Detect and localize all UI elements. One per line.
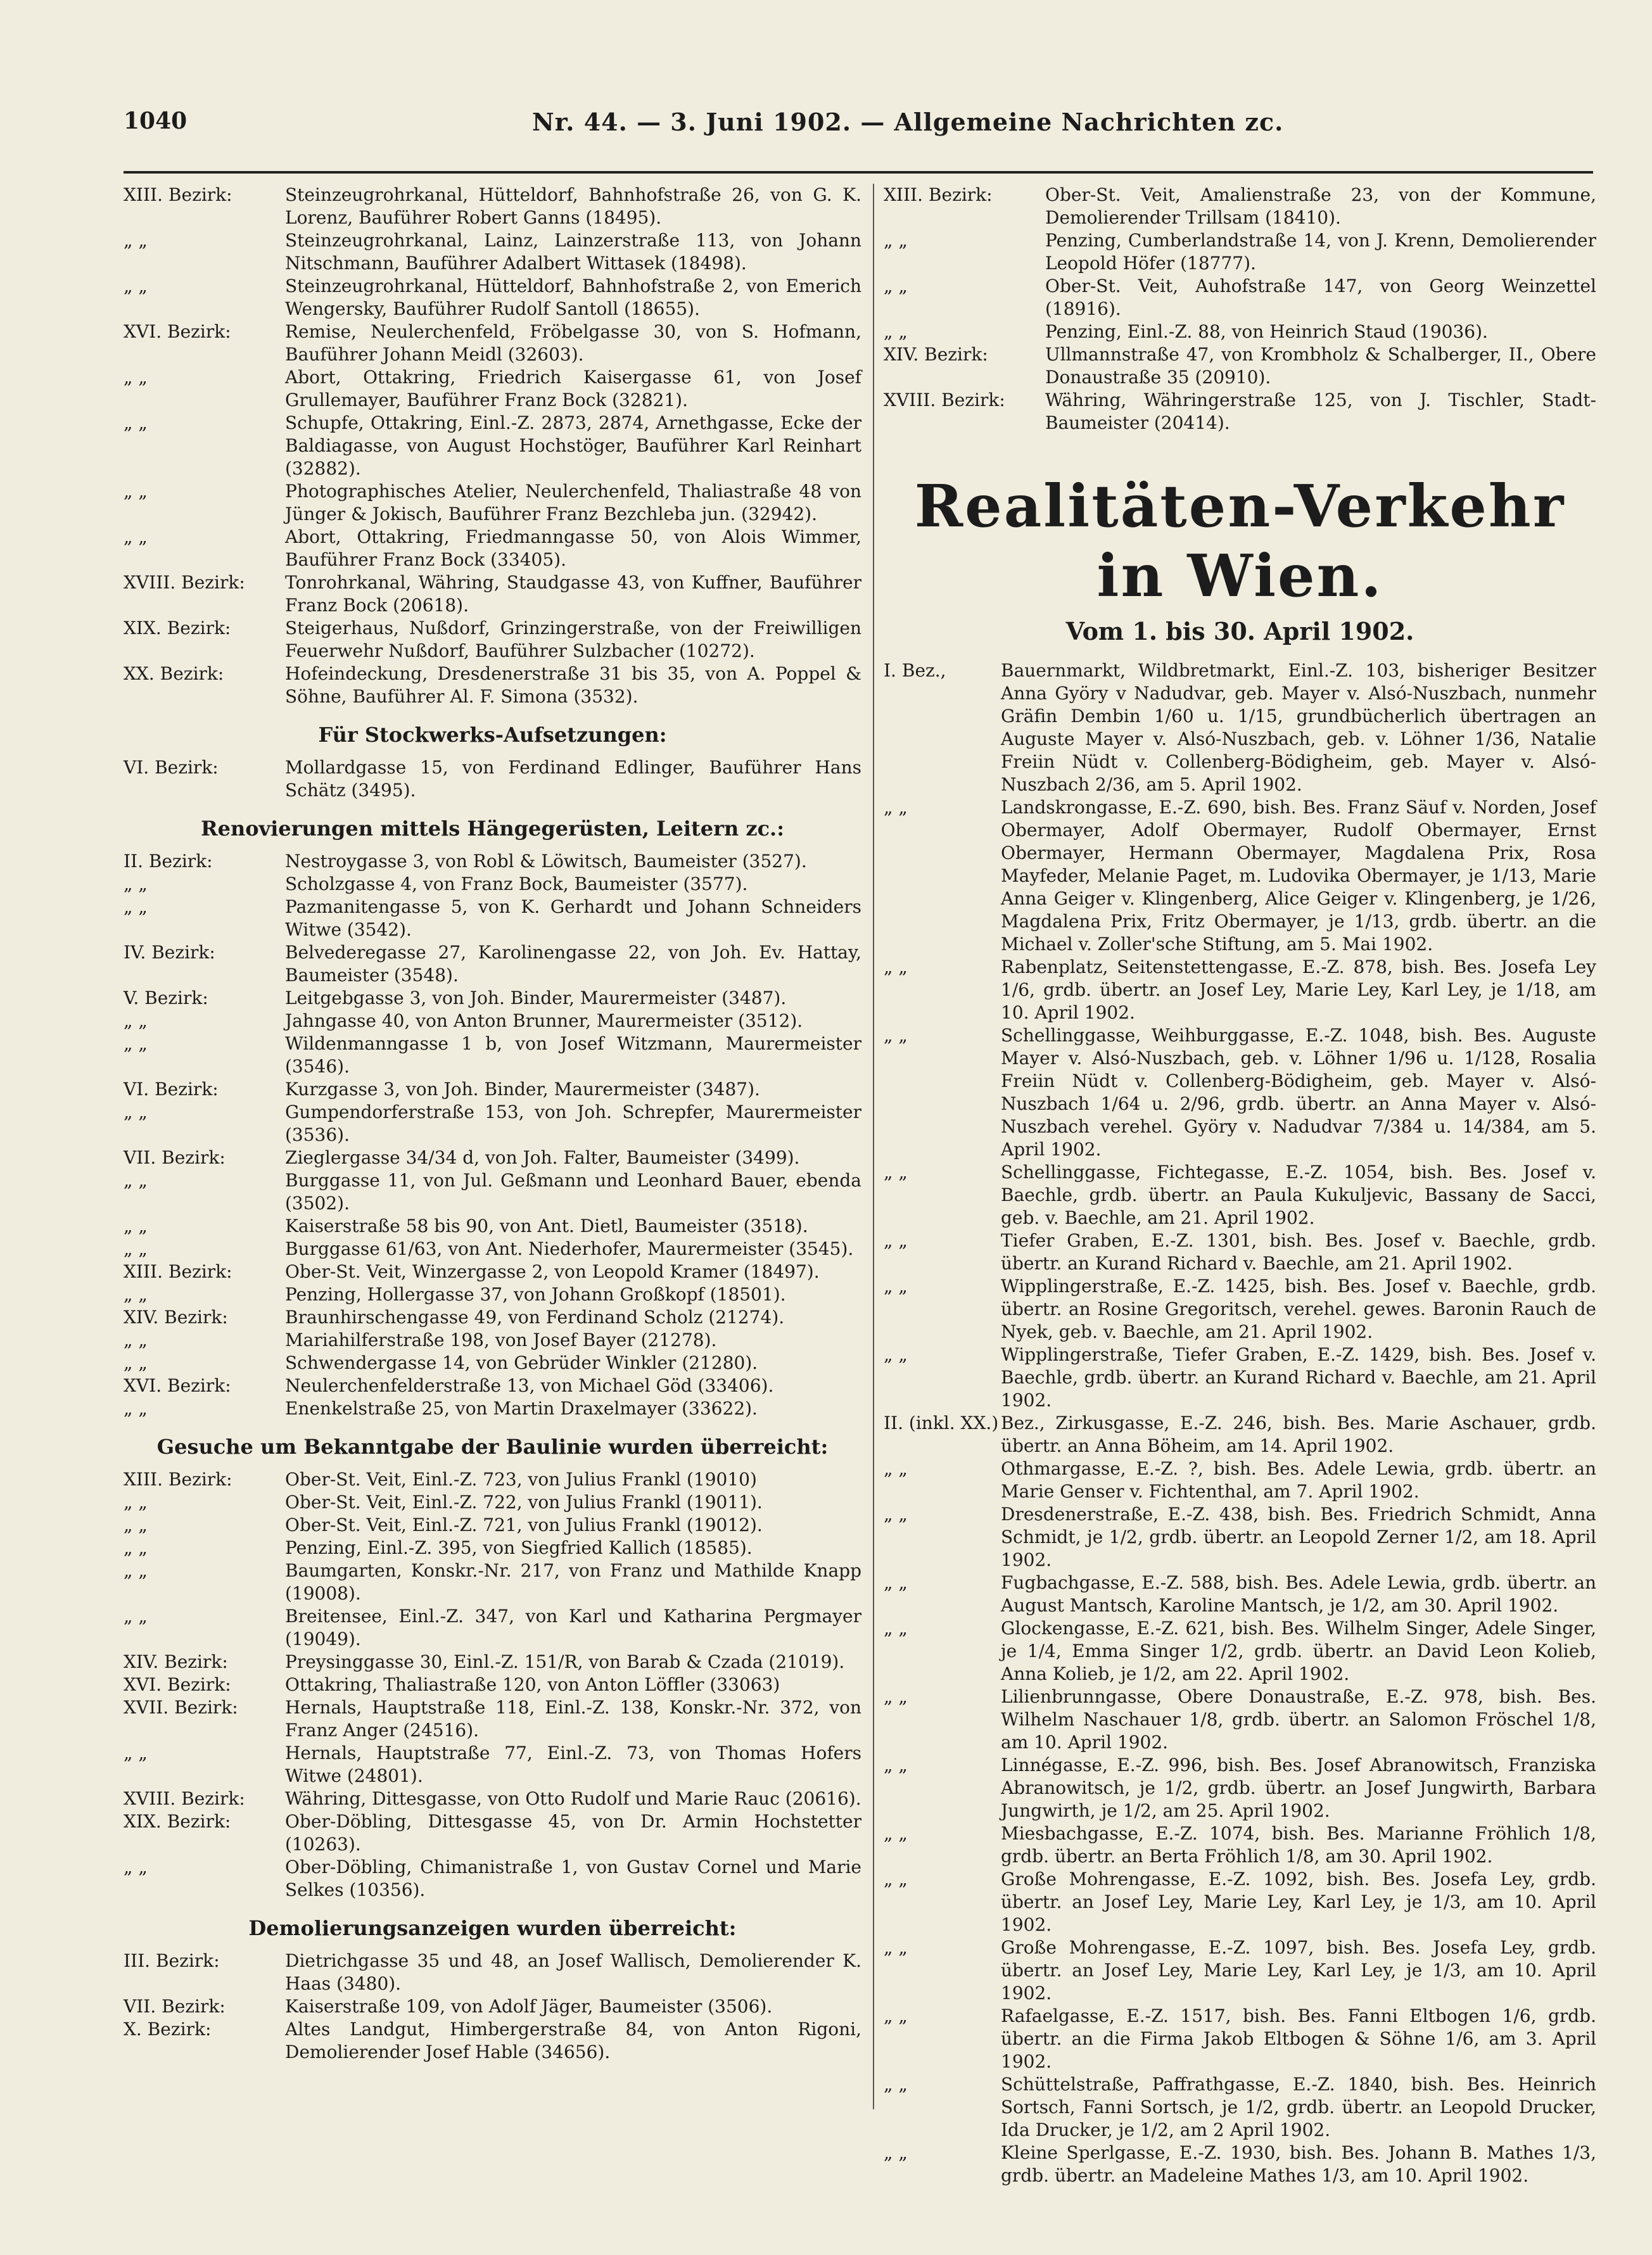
entry-district-label: X. Bezirk: (124, 2019, 212, 2040)
list-item (884, 956, 1596, 1024)
entry-district-label: VII. Bezirk: (124, 1147, 226, 1168)
renovierungen-list (124, 850, 861, 1420)
list-item (124, 1375, 861, 1397)
entry-district-label: „ „ (124, 1606, 148, 1627)
section-heading-renovierungen: Renovierungen mittels Hängegerüsten, Leitern zc.: (200, 816, 784, 841)
entry-district-label: „ „ (884, 1755, 908, 1775)
realty-list (884, 659, 1596, 2187)
entry-district-label: XIV. Bezirk: (124, 1651, 228, 1672)
list-item (124, 1352, 861, 1375)
list-item (884, 1822, 1596, 1868)
entry-text: Schwendergasse 14, von Gebrüder Winkler (21280). (285, 1352, 758, 1373)
entry-text: Ober-St. Veit, Auhofstraße 147, von Georg Weinzettel (18916). (1045, 276, 1596, 319)
entry-text: Enenkelstraße 25, von Martin Draxelmayer (33622). (285, 1398, 758, 1419)
entry-text: Steigerhaus, Nußdorf, Grinzingerstraße, von der Freiwilligen Feuerwehr Nußdorf, Bauführer Sulzbacher (10272). (285, 618, 861, 661)
list-item (124, 1674, 861, 1696)
entry-district-label: „ „ (884, 1230, 908, 1251)
list-item (124, 1950, 861, 1995)
list-item (884, 2005, 1596, 2073)
entry-district-label: „ „ (124, 1352, 148, 1373)
entry-text: Dietrichgasse 35 und 48, an Josef Wallisch, Demolierender K. Haas (3480). (285, 1950, 861, 1994)
list-item (124, 480, 861, 526)
entry-text: Währing, Währingerstraße 125, von J. Tischler, Stadt-Baumeister (20414). (1045, 390, 1596, 433)
entry-text: Glockengasse, E.-Z. 621, bish. Bes. Wilhelm Singer, Adele Singer, je 1/4, Emma Singer 1/2, grdb. übertr. an David Leon Kolieb, Anna Kolieb, je 1/2, am 22. April 1902. (1001, 1618, 1596, 1684)
list-item (124, 896, 861, 941)
entry-text: Scholzgasse 4, von Franz Bock, Baumeister (3577). (285, 873, 748, 894)
entry-district-label: „ „ (884, 1276, 908, 1297)
left-column (124, 184, 861, 2064)
header-rule (124, 171, 1593, 174)
entry-text: Mariahilferstraße 198, von Josef Bayer (21278). (285, 1330, 717, 1350)
entry-text: Ober-St. Veit, Einl.-Z. 721, von Julius Frankl (19012). (285, 1515, 763, 1535)
list-item (884, 1936, 1596, 2005)
entry-text: Jahngasse 40, von Anton Brunner, Maurermeister (3512). (285, 1010, 803, 1031)
entry-text: Remise, Neulerchenfeld, Fröbelgasse 30, von S. Hofmann, Bauführer Johann Meidl (32603). (285, 321, 861, 365)
page-number: 1040 (124, 108, 187, 134)
list-item (884, 389, 1596, 435)
realty-subtitle: Vom 1. bis 30. April 1902. (1065, 617, 1414, 645)
entry-text: Wildenmanngasse 1 b, von Josef Witzmann, Maurermeister (3546). (285, 1033, 861, 1077)
running-title: Nr. 44. — 3. Juni 1902. — Allgemeine Nachrichten zc. (532, 108, 1284, 136)
entry-district-label: II. (inkl. XX.) (884, 1413, 999, 1433)
entry-text: Wipplingerstraße, E.-Z. 1425, bish. Bes. Josef v. Baechle, grdb. übertr. an Rosine Gregoritsch, verehel. gewes. Baronin Rauch de Nyek, geb. v. Baechle, am 21. April 1902. (1001, 1276, 1596, 1342)
list-item (884, 1024, 1596, 1161)
column-divider (873, 184, 874, 2109)
list-item (124, 1283, 861, 1306)
entry-district-label: „ „ (124, 1010, 148, 1031)
entry-text: Breitensee, Einl.-Z. 347, von Karl und Katharina Pergmayer (19049). (285, 1606, 861, 1649)
entry-district-label: „ „ (124, 1216, 148, 1236)
entry-text: Ober-St. Veit, Einl.-Z. 723, von Julius Frankl (19010) (285, 1469, 757, 1490)
entry-district-label: „ „ (884, 2074, 908, 2095)
list-item (884, 1161, 1596, 1229)
list-item (124, 2018, 861, 2064)
entry-district-label: „ „ (884, 1869, 908, 1890)
list-item (124, 1742, 861, 1788)
list-item (124, 1329, 861, 1352)
list-item (124, 1514, 861, 1537)
entry-district-label: „ „ (124, 1102, 148, 1122)
list-item (124, 571, 861, 617)
list-item (884, 343, 1596, 389)
entry-district-label: „ „ (124, 1033, 148, 1054)
entry-text: Preysinggasse 30, Einl.-Z. 151/R, von Barab & Czada (21019). (285, 1651, 845, 1672)
entry-text: Penzing, Einl.-Z. 395, von Siegfried Kallich (18585). (285, 1537, 753, 1558)
entry-district-label: „ „ (884, 1344, 908, 1365)
entry-district-label: XIV. Bezirk: (884, 344, 988, 365)
entry-district-label: „ „ (124, 1560, 148, 1581)
right-column (884, 184, 1596, 2187)
entry-district-label: „ „ (124, 412, 148, 433)
entry-district-label: VII. Bezirk: (124, 1996, 226, 2017)
entry-district-label: III. Bezirk: (124, 1950, 220, 1971)
entry-district-label: IV. Bezirk: (124, 942, 215, 963)
list-item (884, 1503, 1596, 1572)
entry-district-label: V. Bezirk: (124, 988, 208, 1008)
list-item (884, 1617, 1596, 1686)
entry-text: Hernals, Hauptstraße 118, Einl.-Z. 138, Konskr.-Nr. 372, von Franz Anger (24516). (285, 1697, 861, 1741)
entry-district-label: „ „ (884, 797, 908, 818)
entry-text: Penzing, Einl.-Z. 88, von Heinrich Staud (19036). (1045, 321, 1488, 342)
entry-text: Ober-St. Veit, Einl.-Z. 722, von Julius Frankl (19011). (285, 1492, 763, 1513)
entry-district-label: „ „ (884, 2142, 908, 2163)
list-item (124, 1491, 861, 1514)
list-item (124, 1101, 861, 1147)
list-item (124, 1215, 861, 1238)
entry-district-label: „ „ (124, 1537, 148, 1558)
entry-district-label: I. Bez., (884, 660, 946, 681)
list-item (124, 941, 861, 987)
entry-text: Kleine Sperlgasse, E.-Z. 1930, bish. Bes. Johann B. Mathes 1/3, grdb. übertr. an Madeleine Mathes 1/3, am 10. April 1902. (1001, 2142, 1596, 2186)
list-item (124, 366, 861, 412)
list-item (124, 1306, 861, 1329)
entry-district-label: „ „ (884, 1025, 908, 1046)
entry-text: Baumgarten, Konskr.-Nr. 217, von Franz und Mathilde Knapp (19008). (285, 1560, 861, 1604)
list-item (124, 1261, 861, 1283)
entry-text: Leitgebgasse 3, von Joh. Binder, Maurermeister (3487). (285, 988, 787, 1008)
entry-district-label: „ „ (124, 230, 148, 251)
entry-text: Kaiserstraße 58 bis 90, von Ant. Dietl, Baumeister (3518). (285, 1216, 808, 1236)
entry-text: Schellinggasse, Fichtegasse, E.-Z. 1054, bish. Bes. Josef v. Baechle, grdb. übertr. an Paula Kukuljevic, Bassany de Sacci, geb. v. Baechle, am 21. April 1902. (1001, 1162, 1596, 1228)
list-item (124, 184, 861, 229)
list-item (124, 1238, 861, 1261)
list-item (884, 659, 1596, 796)
entry-district-label: „ „ (124, 1284, 148, 1305)
list-item (124, 1995, 861, 2018)
list-item (124, 1810, 861, 1856)
entry-text: Abort, Ottakring, Friedrich Kaisergasse 61, von Josef Grullemayer, Bauführer Franz Bock (32821). (285, 367, 861, 410)
entry-district-label: XVIII. Bezirk: (124, 1788, 245, 1809)
entry-text: Große Mohrengasse, E.-Z. 1097, bish. Bes. Josefa Ley, grdb. übertr. an Josef Ley, Marie Ley, Karl Ley, je 1/3, am 10. April 1902. (1001, 1937, 1596, 2004)
list-item (884, 1275, 1596, 1343)
demolierung-list (124, 1950, 861, 2064)
page-header (124, 108, 1593, 146)
entry-text: Altes Landgut, Himbergerstraße 84, von Anton Rigoni, Demolierender Josef Hable (34656). (285, 2019, 861, 2062)
entry-text: Neulerchenfelderstraße 13, von Michael Göd (33406). (285, 1375, 774, 1396)
list-item (884, 229, 1596, 275)
entry-district-label: XIII. Bezirk: (124, 184, 232, 205)
list-item (124, 1010, 861, 1032)
entry-text: Ober-St. Veit, Amalienstraße 23, von der Kommune, Demolierender Trillsam (18410). (1045, 184, 1596, 228)
entry-text: Mollardgasse 15, von Ferdinand Edlinger, Bauführer Hans Schätz (3495). (285, 757, 861, 801)
list-item (884, 1229, 1596, 1275)
entry-district-label: XVIII. Bezirk: (124, 572, 245, 593)
entry-district-label: „ „ (124, 481, 148, 502)
section-heading-baulinie: Gesuche um Bekanntgabe der Baulinie wurden überreicht: (156, 1435, 829, 1459)
entry-district-label: „ „ (124, 1743, 148, 1763)
entry-district-label: „ „ (884, 1937, 908, 1958)
list-item (124, 1559, 861, 1605)
list-item (884, 321, 1596, 343)
entry-district-label: „ „ (884, 1572, 908, 1593)
entry-text: Schupfe, Ottakring, Einl.-Z. 2873, 2874, Arnethgasse, Ecke der Baldiagasse, von August Hochstöger, Bauführer Karl Reinhart (32882). (285, 412, 861, 479)
entry-text: Rabenplatz, Seitenstettengasse, E.-Z. 878, bish. Bes. Josefa Ley 1/6, grdb. übertr. an Josef Ley, Marie Ley, Karl Ley, je 1/18, am 10. April 1902. (1001, 956, 1596, 1023)
list-item (884, 1868, 1596, 1936)
entry-district-label: „ „ (124, 1238, 148, 1259)
entry-district-label: „ „ (124, 367, 148, 388)
entry-district-label: „ „ (884, 956, 908, 977)
list-item (124, 1397, 861, 1420)
list-item (124, 1032, 861, 1078)
list-item (124, 526, 861, 571)
entry-text: Steinzeugrohrkanal, Hütteldorf, Bahnhofstraße 26, von G. K. Lorenz, Bauführer Robert Ganns (18495). (285, 184, 861, 228)
list-item (124, 873, 861, 896)
list-item (884, 184, 1596, 229)
entry-text: Gumpendorferstraße 153, von Joh. Schrepfer, Maurermeister (3536). (285, 1102, 861, 1145)
entry-text: Steinzeugrohrkanal, Hütteldorf, Bahnhofstraße 2, von Emerich Wengersky, Bauführer Rudolf Santoll (18655). (285, 276, 861, 319)
entry-district-label: „ „ (884, 2005, 908, 2026)
entry-text: Ober-St. Veit, Winzergasse 2, von Leopold Kramer (18497). (285, 1261, 820, 1282)
entry-district-label: „ „ (884, 1458, 908, 1479)
list-item (124, 1696, 861, 1742)
entry-text: Photographisches Atelier, Neulerchenfeld, Thaliastraße 48 von Jünger & Jokisch, Bauführer Franz Bezchleba jun. (32942). (285, 481, 861, 524)
realty-title: Realitäten-Verkehr in Wien. (914, 472, 1566, 610)
entry-district-label: XIX. Bezirk: (124, 618, 231, 638)
entry-district-label: „ „ (124, 1857, 148, 1877)
entry-district-label: „ „ (124, 1492, 148, 1513)
list-item (124, 229, 861, 275)
entry-district-label: „ „ (884, 230, 908, 251)
entry-text: Miesbachgasse, E.-Z. 1074, bish. Bes. Marianne Fröhlich 1/8, grdb. übertr. an Berta Fröhlich 1/8, am 30. April 1902. (1001, 1823, 1596, 1867)
list-item (124, 1651, 861, 1674)
entry-district-label: „ „ (124, 1398, 148, 1419)
entry-district-label: „ „ (884, 1686, 908, 1707)
entry-district-label: XVIII. Bezirk: (884, 390, 1005, 410)
entry-text: Othmargasse, E.-Z. ?, bish. Bes. Adele Lewia, grdb. übertr. an Marie Genser v. Fichtenthal, am 7. April 1902. (1001, 1458, 1596, 1502)
entry-text: Braunhirschengasse 49, von Ferdinand Scholz (21274). (285, 1307, 785, 1328)
list-item (124, 850, 861, 873)
entry-district-label: „ „ (124, 1330, 148, 1350)
list-item (124, 1147, 861, 1169)
entry-district-label: XIII. Bezirk: (124, 1469, 232, 1490)
building-permits-list (124, 184, 861, 708)
entry-district-label: XIV. Bezirk: (124, 1307, 228, 1328)
list-item (124, 1856, 861, 1902)
entry-district-label: XVI. Bezirk: (124, 1375, 231, 1396)
entry-district-label: „ „ (884, 276, 908, 296)
entry-district-label: XIII. Bezirk: (884, 184, 993, 205)
list-item (124, 1468, 861, 1491)
entry-text: Währing, Dittesgasse, von Otto Rudolf und Marie Rauc (20616). (285, 1788, 861, 1809)
list-item (884, 796, 1596, 956)
entry-text: Bez., Zirkusgasse, E.-Z. 246, bish. Bes. Marie Aschauer, grdb. übertr. an Anna Böheim, am 14. April 1902. (1001, 1413, 1596, 1456)
aufstockungen-list (124, 756, 861, 802)
entry-district-label: „ „ (124, 1170, 148, 1191)
entry-text: Lilienbrunngasse, Obere Donaustraße, E.-Z. 978, bish. Bes. Wilhelm Naschauer 1/8, grdb. übertr. an Salomon Fröschel 1/8, am 10. April 1902. (1001, 1686, 1596, 1753)
entry-district-label: „ „ (124, 873, 148, 894)
entry-text: Penzing, Hollergasse 37, von Johann Großkopf (18501). (285, 1284, 786, 1305)
entry-text: Abort, Ottakring, Friedmanngasse 50, von Alois Wimmer, Bauführer Franz Bock (33405). (285, 526, 861, 570)
entry-district-label: XX. Bezirk: (124, 663, 224, 684)
entry-district-label: XVI. Bezirk: (124, 1674, 231, 1695)
entry-text: Burggasse 11, von Jul. Geßmann und Leonhard Bauer, ebenda (3502). (285, 1170, 861, 1214)
list-item (884, 1343, 1596, 1412)
entry-text: Schellinggasse, Weihburggasse, E.-Z. 1048, bish. Bes. Auguste Mayer v. Alsó-Nuszbach, geb. v. Löhner 1/96 u. 1/128, Rosalia Freiin Nüdt v. Collenberg-Bödigheim, geb. Mayer v. Alsó-Nuszbach 1/64 u. 2/96, grdb. übertr. an Anna Mayer v. Alsó-Nuszbach verehel. Györy v. Nadudvar 7/384 u. 14/384, am 5. April 1902. (1001, 1025, 1596, 1160)
entry-district-label: II. Bezirk: (124, 851, 213, 872)
list-item (124, 1078, 861, 1101)
entry-district-label: „ „ (124, 896, 148, 917)
entry-text: Hofeindeckung, Dresdenerstraße 31 bis 35, von A. Poppel & Söhne, Bauführer Al. F. Simona (3532). (285, 663, 861, 707)
entry-district-label: „ „ (884, 1504, 908, 1525)
list-item (124, 756, 861, 802)
entry-text: Ullmannstraße 47, von Krombholz & Schalberger, II., Obere Donaustraße 35 (20910). (1045, 344, 1596, 388)
entry-district-label: XIII. Bezirk: (124, 1261, 232, 1282)
entry-text: Burggasse 61/63, von Ant. Niederhofer, Maurermeister (3545). (285, 1238, 854, 1259)
list-item (124, 275, 861, 321)
entry-text: Dresdenerstraße, E.-Z. 438, bish. Bes. Friedrich Schmidt, Anna Schmidt, je 1/2, grdb. übertr. an Leopold Zerner 1/2, am 18. April 1902. (1001, 1504, 1596, 1570)
entry-text: Rafaelgasse, E.-Z. 1517, bish. Bes. Fanni Eltbogen 1/6, grdb. übertr. an die Firma Jakob Eltbogen & Söhne 1/6, am 3. April 1902. (1001, 2005, 1596, 2072)
list-item (124, 987, 861, 1010)
entry-district-label: VI. Bezirk: (124, 757, 219, 778)
entry-district-label: „ „ (884, 321, 908, 342)
list-item (124, 1788, 861, 1810)
entry-district-label: „ „ (124, 526, 148, 547)
entry-text: Landskrongasse, E.-Z. 690, bish. Bes. Franz Säuf v. Norden, Josef Obermayer, Adolf Obermayer, Rudolf Obermayer, Ernst Obermayer, Hermann Obermayer, Magdalena Prix, Rosa Mayfeder, Melanie Paget, m. Ludovika Obermayer, je 1/13, Marie Anna Geiger v. Klingenberg, Alice Geiger v. Klingenberg, je 1/26, Magdalena Prix, Fritz Obermayer, je 1/13, grdb. übertr. an die Michael v. Zoller'sche Stiftung, am 5. Mai 1902. (1001, 797, 1596, 955)
entry-text: Wipplingerstraße, Tiefer Graben, E.-Z. 1429, bish. Bes. Josef v. Baechle, grdb. übertr. an Kurand Richard v. Baechle, am 21. April 1902. (1001, 1344, 1596, 1411)
entry-text: Ober-Döbling, Chimanistraße 1, von Gustav Cornel und Marie Selkes (10356). (285, 1857, 861, 1900)
list-item (884, 2142, 1596, 2187)
entry-text: Zieglergasse 34/34 d, von Joh. Falter, Baumeister (3499). (285, 1147, 800, 1168)
entry-text: Bauernmarkt, Wildbretmarkt, Einl.-Z. 103, bisheriger Besitzer Anna Györy v Nadudvar, geb. Mayer v. Alsó-Nuszbach, nunmehr Gräfin Dembin 1/60 u. 1/15, grundbücherlich übertragen an Auguste Mayer v. Alsó-Nuszbach, geb. v. Löhner 1/36, Natalie Freiin Nüdt v. Collenberg-Bödigheim, geb. Mayer v. Alsó-Nuszbach 2/36, am 5. April 1902. (1001, 660, 1596, 795)
entry-text: Linnégasse, E.-Z. 996, bish. Bes. Josef Abranowitsch, Franziska Abranowitsch, je 1/2, grdb. übertr. an Josef Jungwirth, Barbara Jungwirth, je 1/2, am 25. April 1902. (1001, 1755, 1596, 1821)
entry-district-label: „ „ (124, 276, 148, 296)
list-item (124, 1169, 861, 1215)
list-item (884, 1412, 1596, 1458)
list-item (884, 1572, 1596, 1617)
list-item (884, 1754, 1596, 1822)
entry-text: Hernals, Hauptstraße 77, Einl.-Z. 73, von Thomas Hofers Witwe (24801). (285, 1743, 861, 1786)
demolierung-continued-list (884, 184, 1596, 435)
section-heading-aufstockungen: Für Stockwerks-Aufsetzungen: (318, 723, 667, 747)
entry-text: Große Mohrengasse, E.-Z. 1092, bish. Bes. Josefa Ley, grdb. übertr. an Josef Ley, Marie Ley, Karl Ley, je 1/3, am 10. April 1902. (1001, 1869, 1596, 1935)
entry-district-label: „ „ (884, 1162, 908, 1183)
list-item (884, 2073, 1596, 2142)
entry-text: Pazmanitengasse 5, von K. Gerhardt und Johann Schneiders Witwe (3542). (285, 896, 861, 940)
list-item (884, 275, 1596, 321)
section-heading-demolierung: Demolierungsanzeigen wurden überreicht: (248, 1916, 737, 1940)
entry-district-label: XVI. Bezirk: (124, 321, 231, 342)
entry-district-label: „ „ (884, 1823, 908, 1844)
list-item (124, 321, 861, 366)
entry-text: Fugbachgasse, E.-Z. 588, bish. Bes. Adele Lewia, grdb. übertr. an August Mantsch, Karoline Mantsch, je 1/2, am 30. April 1902. (1001, 1572, 1596, 1616)
entry-text: Penzing, Cumberlandstraße 14, von J. Krenn, Demolierender Leopold Höfer (18777). (1045, 230, 1596, 274)
entry-text: Tiefer Graben, E.-Z. 1301, bish. Bes. Josef v. Baechle, grdb. übertr. an Kurand Richard v. Baechle, am 21. April 1902. (1001, 1230, 1596, 1274)
baulinie-list (124, 1468, 861, 1902)
entry-district-label: „ „ (124, 1515, 148, 1535)
list-item (884, 1686, 1596, 1754)
entry-district-label: XIX. Bezirk: (124, 1811, 231, 1832)
entry-district-label: XVII. Bezirk: (124, 1697, 238, 1718)
entry-text: Kurzgasse 3, von Joh. Binder, Maurermeister (3487). (285, 1079, 760, 1100)
entry-district-label: „ „ (884, 1618, 908, 1639)
entry-text: Ober-Döbling, Dittesgasse 45, von Dr. Armin Hochstetter (10263). (285, 1811, 861, 1855)
entry-text: Belvederegasse 27, Karolinengasse 22, von Joh. Ev. Hattay, Baumeister (3548). (285, 942, 861, 986)
entry-text: Schüttelstraße, Paffrathgasse, E.-Z. 1840, bish. Bes. Heinrich Sortsch, Fanni Sortsch, je 1/2, grdb. übertr. an Leopold Drucker, Ida Drucker, je 1/2, am 2 April 1902. (1001, 2074, 1596, 2140)
list-item (124, 617, 861, 663)
list-item (124, 1537, 861, 1559)
entry-district-label: VI. Bezirk: (124, 1079, 219, 1100)
entry-text: Nestroygasse 3, von Robl & Löwitsch, Baumeister (3527). (285, 851, 807, 872)
entry-text: Ottakring, Thaliastraße 120, von Anton Löffler (33063) (285, 1674, 780, 1695)
list-item (124, 663, 861, 708)
list-item (124, 412, 861, 480)
entry-text: Steinzeugrohrkanal, Lainz, Lainzerstraße 113, von Johann Nitschmann, Bauführer Adalbert Wittasek (18498). (285, 230, 861, 274)
list-item (884, 1458, 1596, 1503)
list-item (124, 1605, 861, 1651)
entry-text: Kaiserstraße 109, von Adolf Jäger, Baumeister (3506). (285, 1996, 773, 2017)
entry-text: Tonrohrkanal, Währing, Staudgasse 43, von Kuffner, Bauführer Franz Bock (20618). (285, 572, 861, 616)
